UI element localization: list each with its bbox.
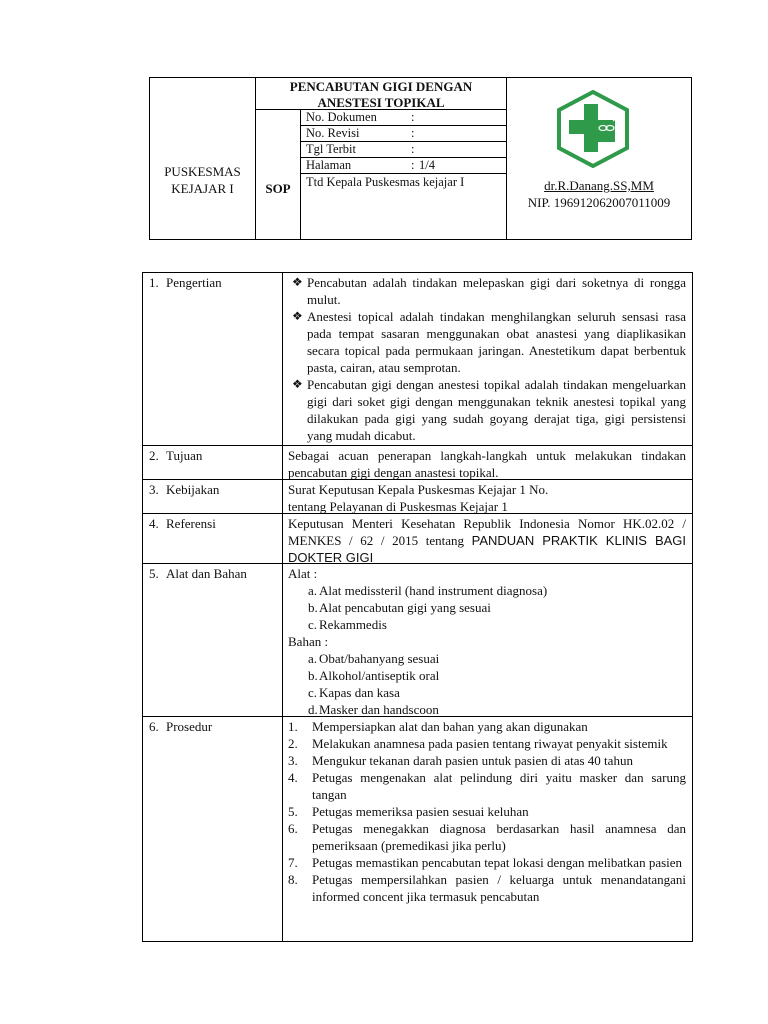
step-text: Petugas memeriksa pasien sesuai keluhan [312,804,529,819]
institution-cell [150,78,256,239]
material-item [288,684,686,701]
puskesmas-logo-icon [555,90,631,168]
definition-bullet [288,274,686,308]
row-title: Tujuan [166,448,203,463]
procedure-step [288,752,686,769]
row-title: Kebijakan [166,482,220,497]
row-pengertian [143,273,692,446]
item-text: Masker dan handscoon [319,702,439,716]
signature-line: Ttd Kepala Puskesmas kejajar I [306,175,465,189]
field-label: Tgl Terbit [306,142,356,156]
field-label: No. Revisi [306,126,360,140]
sop-header-table [149,77,692,240]
row-content [283,564,692,716]
field-separator: : [411,142,415,156]
step-text: Petugas memastikan pencabutan tepat lokasi dengan melibatkan pasien [312,855,683,870]
bullet-text: Pencabutan gigi dengan anestesi topikal adalah tindakan mengeluarkan gigi dari soket gigi dengan menggunakan teknik anestesi topikal yang dilakukan pada gigi yang sudah goyang derajat tiga, gigi persistensi yang mudah dicabut. [307,377,686,443]
item-text: Rekammedis [319,617,387,632]
item-marker: d. [308,702,318,716]
field-label: Halaman [306,158,352,172]
step-number: 8. [288,872,298,887]
row-number: 2. [149,448,159,463]
row-number: 5. [149,566,159,581]
reference-text: Keputusan Menteri Kesehatan Republik Indonesia Nomor HK.02.02 / MENKES / 62 / 2015 tentang [288,516,686,548]
materials-heading: Bahan : [288,634,329,649]
row-content [283,717,692,942]
row-number: 6. [149,719,159,734]
row-tujuan [143,446,692,480]
procedure-step [288,735,686,752]
row-label [143,564,283,716]
reference-guide-title: PANDUAN PRAKTIK KLINIS BAGI DOKTER GIGI [288,533,687,563]
doctor-nip: NIP. 196912062007011009 [527,195,671,210]
item-text: Alat medissteril (hand instrument diagnosa) [319,583,548,598]
row-label [143,717,283,942]
field-no-revisi [301,126,506,142]
row-title: Referensi [166,516,216,531]
document-title-line: PENCABUTAN GIGI DENGAN [289,79,473,94]
row-label [143,273,283,445]
item-marker: a. [308,651,318,666]
document-title [256,78,506,110]
row-alat-bahan [143,564,692,717]
row-referensi [143,514,692,564]
material-item [288,650,686,667]
tool-item [288,599,686,616]
tools-heading: Alat : [288,566,318,581]
row-content: Sebagai acuan penerapan langkah-langkah untuk melakukan tindakan pencabutan gigi dengan anastesi topikal. [288,448,686,479]
material-item [288,701,686,716]
institution-line: PUSKESMAS [164,163,241,179]
material-item [288,667,686,684]
row-label [143,480,283,513]
procedure-step [288,854,686,871]
row-content [283,480,692,513]
row-content [283,273,692,445]
field-separator: : [411,126,415,140]
field-separator: : [411,158,415,172]
definition-bullet [288,308,686,376]
step-number: 4. [288,770,298,785]
sop-content-table [142,272,693,942]
policy-line: Surat Keputusan Kepala Puskesmas Kejajar 1 No. [288,482,549,497]
field-no-dokumen [301,110,506,126]
field-label: No. Dokumen [306,110,377,124]
step-number: 7. [288,855,298,870]
diamond-bullet-icon: ❖ [292,377,303,391]
field-tgl-terbit [301,142,506,158]
row-label [143,446,283,479]
step-text: Petugas menegakkan diagnosa berdasarkan hasil anamnesa dan pemeriksaan (premedikasi jika perlu) [312,821,686,853]
procedure-step [288,820,686,854]
item-marker: c. [308,685,318,700]
definition-bullet [288,376,686,444]
tool-item [288,582,686,599]
bullet-text: Pencabutan adalah tindakan melepaskan gigi dari soketnya di rongga mulut. [307,275,686,307]
item-marker: b. [308,668,318,683]
document-fields [301,110,506,190]
step-text: Mengukur tekanan darah pasien untuk pasien di atas 40 tahun [312,753,633,768]
item-marker: c. [308,617,318,632]
item-marker: a. [308,583,318,598]
policy-line: tentang Pelayanan di Puskesmas Kejajar 1 [288,499,508,513]
row-title: Pengertian [166,275,222,290]
step-number: 2. [288,736,298,751]
row-number: 3. [149,482,159,497]
diamond-bullet-icon: ❖ [292,275,303,289]
row-prosedur [143,717,692,942]
item-text: Kapas dan kasa [319,685,400,700]
row-kebijakan [143,480,692,514]
logo-signature-cell [506,78,691,239]
row-number: 1. [149,275,159,290]
field-value: 1/4 [419,158,435,172]
diamond-bullet-icon: ❖ [292,309,303,323]
step-number: 5. [288,804,298,819]
step-text: Petugas mengenakan alat pelindung diri yaitu masker dan sarung tangan [312,770,686,802]
item-marker: b. [308,600,318,615]
step-text: Petugas mempersilahkan pasien / keluarga untuk menandatangani informed concent jika termasuk pencabutan [312,872,686,904]
row-title: Alat dan Bahan [166,566,247,581]
institution-line: KEJAJAR I [171,180,234,196]
tool-item [288,616,686,633]
bullet-text: Anestesi topical adalah tindakan menghilangkan seluruh sensasi rasa pada tempat sasaran menggunakan obat anastesi yang diaplikasikan secara topical pada permukaan jaringan. Anestetikum dapat berbentuk pasta, cairan, atau semprotan. [307,309,686,375]
step-text: Mempersiapkan alat dan bahan yang akan digunakan [312,719,588,734]
step-text: Melakukan anamnesa pada pasien tentang riwayat penyakit sistemik [312,736,668,751]
row-label [143,514,283,563]
doctor-name: dr.R.Danang.SS,MM [544,178,654,193]
item-text: Alat pencabutan gigi yang sesuai [319,600,491,615]
field-separator: : [411,110,415,124]
document-title-line: ANESTESI TOPIKAL [317,95,445,110]
sop-label: SOP [256,110,301,239]
row-content [283,514,692,563]
item-text: Alkohol/antiseptik oral [319,668,440,683]
procedure-step [288,769,686,803]
title-column [256,78,506,239]
step-number: 1. [288,719,298,734]
step-number: 3. [288,753,298,768]
item-text: Obat/bahanyang sesuai [319,651,440,666]
procedure-step [288,718,686,735]
procedure-step [288,803,686,820]
step-number: 6. [288,821,298,836]
procedure-step [288,871,686,905]
field-halaman [301,158,506,174]
row-title: Prosedur [166,719,213,734]
row-number: 4. [149,516,159,531]
